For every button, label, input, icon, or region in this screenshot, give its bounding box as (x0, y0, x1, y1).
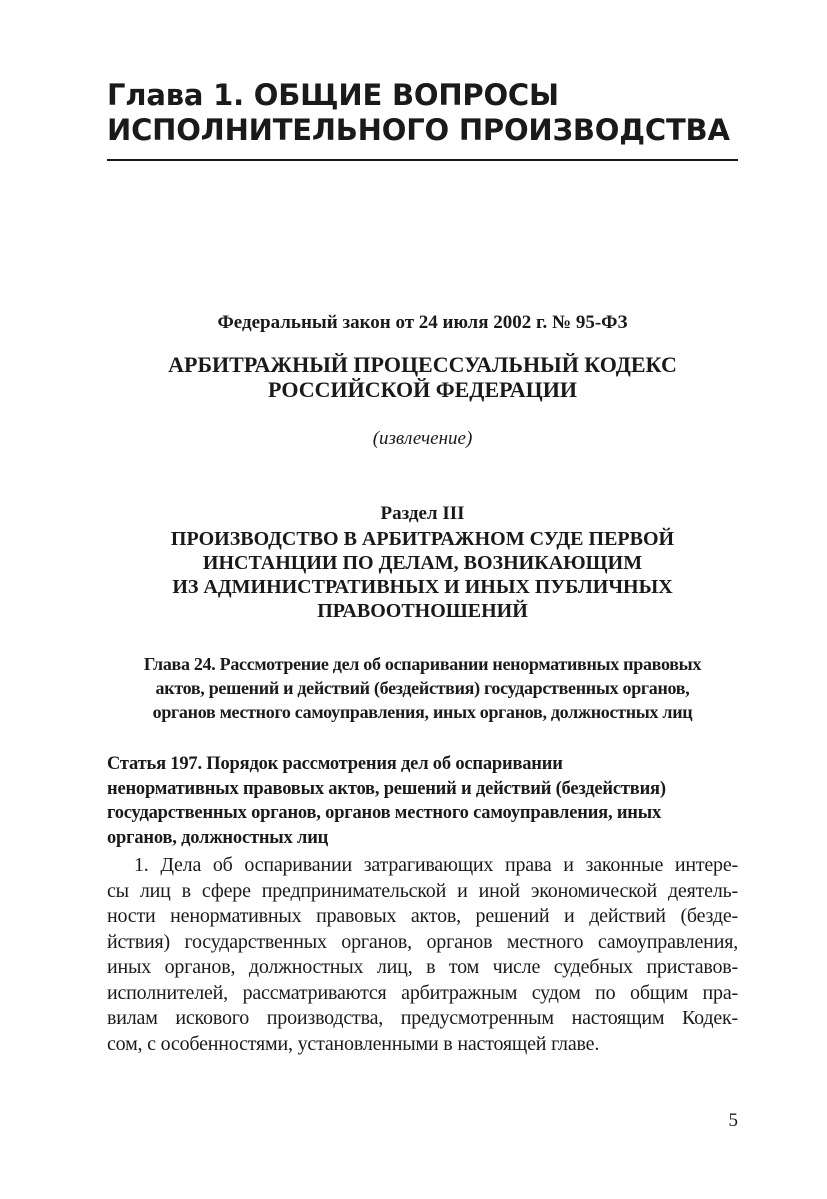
book-page (107, 0, 738, 1199)
section-title (107, 527, 738, 623)
code-title-line: РОССИЙСКОЙ ФЕДЕРАЦИИ (268, 377, 577, 402)
section-title-line: ИЗ АДМИНИСТРАТИВНЫХ И ИНЫХ ПУБЛИЧНЫХ (172, 576, 673, 598)
paragraph-line: сы лиц в сфере предпринимательской и иной экономической деятель- (107, 879, 738, 902)
code-title (107, 352, 738, 402)
article-title-line: Статья 197. Порядок рассмотрения дел об оспаривании (107, 754, 563, 774)
chapter-divider (107, 159, 738, 161)
chapter-heading (107, 78, 738, 148)
chapter-24-line: органов местного самоуправления, иных органов, должностных лиц (152, 702, 693, 722)
chapter-heading-line: Глава 1. ОБЩИЕ ВОПРОСЫ (107, 78, 559, 112)
section-title-line: ПРОИЗВОДСТВО В АРБИТРАЖНОМ СУДЕ ПЕРВОЙ (170, 528, 675, 550)
page-number: 5 (728, 1110, 738, 1131)
article-paragraph-1 (107, 853, 738, 1057)
paragraph-line: йствия) государственных органов, органов местного самоуправления, (107, 930, 738, 953)
paragraph-line: исполнителей, рассматриваются арбитражным судом по общим пра- (107, 981, 738, 1004)
extract-note: (извлечение) (372, 428, 473, 449)
article-title-line: органов, должностных лиц (107, 827, 329, 848)
article-title-line: ненормативных правовых актов, решений и действий (бездействия) (107, 778, 666, 799)
paragraph-line: ности ненормативных правовых актов, решений и действий (безде- (107, 905, 738, 927)
section-title-line: ИНСТАНЦИИ ПО ДЕЛАМ, ВОЗНИКАЮЩИМ (202, 552, 643, 574)
section-label: Раздел III (380, 503, 465, 524)
article-197-title (107, 752, 738, 850)
code-title-line: АРБИТРАЖНЫЙ ПРОЦЕССУАЛЬНЫЙ КОДЕКС (168, 352, 677, 377)
chapter-24-title (107, 652, 738, 724)
paragraph-line: 1. Дела об оспаривании затрагивающих права и законные интере- (134, 854, 738, 876)
paragraph-line: вилам искового производства, предусмотренным настоящим Кодек- (107, 1007, 738, 1029)
paragraph-line: сом, с особенностями, установленными в настоящей главе. (107, 1032, 600, 1055)
paragraph-line: иных органов, должностных лиц, в том числе судебных приставов- (107, 956, 738, 978)
article-title-line: государственных органов, органов местного самоуправления, иных (107, 803, 662, 823)
chapter-24-line: актов, решений и действий (бездействия) государственных органов, (155, 678, 690, 698)
chapter-24-line: Глава 24. Рассмотрение дел об оспаривании ненормативных правовых (143, 654, 702, 674)
chapter-heading-line: ИСПОЛНИТЕЛЬНОГО ПРОИЗВОДСТВА (107, 113, 730, 147)
law-reference: Федеральный закон от 24 июля 2002 г. № 95-ФЗ (217, 312, 628, 333)
section-title-line: ПРАВООТНОШЕНИЙ (317, 600, 528, 622)
